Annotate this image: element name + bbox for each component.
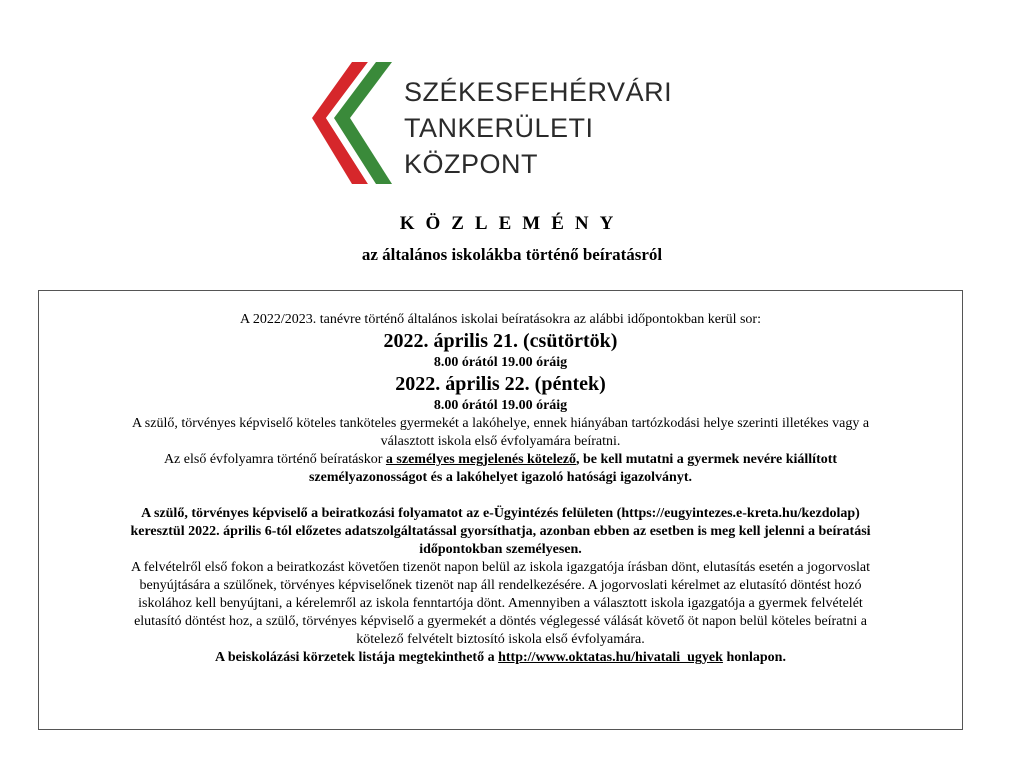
para3-line2: keresztül 2022. április 6-tól előzetes adatszolgáltatással gyorsíthatja, azonban ebben az esetben is meg kell jelenni a beíratási bbox=[130, 524, 871, 539]
para4-line3: iskolához kell benyújtani, a kérelemről az iskola fenntartója dönt. Amennyiben a választott iskola igazgatója a gyermek felvételét bbox=[138, 596, 863, 611]
hours-1: 8.00 órától 19.00 óráig bbox=[433, 355, 568, 370]
logo-line-3: KÖZPONT bbox=[404, 149, 539, 179]
para5-prefix: A beiskolázási körzetek listája megtekinthető a bbox=[215, 650, 499, 665]
date-1: 2022. április 21. (csütörtök) bbox=[383, 330, 618, 352]
para1-line2: választott iskola első évfolyamára beíratni. bbox=[380, 434, 621, 449]
para2-prefix: Az első évfolyamra történő beíratáskor bbox=[163, 452, 386, 467]
logo-line-1: SZÉKESFEHÉRVÁRI bbox=[404, 77, 673, 107]
logo-line-2: TANKERÜLETI bbox=[404, 113, 594, 143]
para4-line5: kötelező felvételt biztosító iskola első évfolyamára. bbox=[356, 632, 645, 647]
logo bbox=[312, 60, 672, 190]
notice-box bbox=[38, 290, 963, 730]
logo-text bbox=[404, 74, 672, 182]
date-2: 2022. április 22. (péntek) bbox=[395, 373, 606, 395]
intro-text: A 2022/2023. tanévre történő általános iskolai beíratásokra az alábbi időpontokban kerül sor: bbox=[240, 312, 761, 327]
oktatas-link[interactable]: http://www.oktatas.hu/hivatali_ugyek bbox=[498, 650, 723, 665]
notice-content bbox=[51, 311, 950, 667]
page-subtitle: az általános iskolákba történő beíratásról bbox=[361, 245, 663, 264]
para5 bbox=[51, 649, 950, 667]
page-title: KÖZLEMÉNY bbox=[399, 213, 625, 234]
hungarian-k-emblem-icon bbox=[312, 60, 402, 190]
para1-line1: A szülő, törvényes képviselő köteles tanköteles gyermekét a lakóhelye, ennek hiányában tartózkodási helye szerinti illetékes vagy a bbox=[131, 416, 870, 431]
para4-line4: elutasító döntést hoz, a szülő, törvényes képviselő a gyermekét a döntés véglegessé válását követő öt napon belül köteles beíratni a bbox=[134, 614, 867, 629]
para4-line1: A felvételről első fokon a beiratkozást követően tizenöt napon belül az iskola igazgatója írásban dönt, elutasítás esetén a jogorvoslat bbox=[130, 560, 871, 575]
para3-line1: A szülő, törvényes képviselő a beiratkozási folyamatot az e-Ügyintézés felületen (https://eugyintezes.e-kreta.hu/kezdolap) bbox=[141, 506, 860, 521]
para2-underlined: a személyes megjelenés kötelező bbox=[385, 452, 577, 467]
para2-line1 bbox=[51, 451, 950, 469]
para5-suffix: honlapon. bbox=[722, 650, 786, 665]
spacer bbox=[51, 487, 950, 505]
para2-bold-line1: , be kell mutatni a gyermek nevére kiállított bbox=[576, 452, 838, 467]
para2-line2: személyazonosságot és a lakóhelyet igazoló hatósági igazolványt. bbox=[308, 470, 693, 485]
para4-line2: benyújtására a szülőnek, törvényes képviselőnek tizenöt nap áll rendelkezésére. A jogorvoslati kérelmet az elutasító döntést hozó bbox=[139, 578, 862, 593]
para3-line3: időpontokban személyesen. bbox=[419, 542, 582, 557]
hours-2: 8.00 órától 19.00 óráig bbox=[433, 398, 568, 413]
